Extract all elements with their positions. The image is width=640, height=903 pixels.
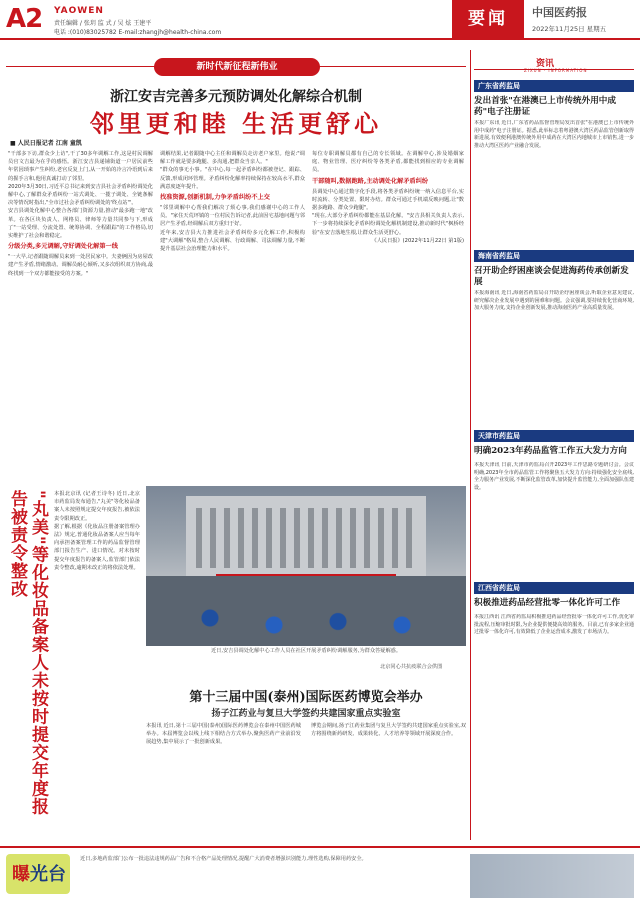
expo-kicker: 扬子江药业与复旦大学签约共建国家重点实验室 [211,709,401,719]
brief-body: 本报天津讯 日前,天津市药监局召开2023年工作思路专题研讨会。会议明确,2023年全市药品监管工作将聚焦五大发力方向:持续强化安全底线,全力服务产业发展,不断深化监管改革,加快提升监管能力,全面加强队伍建设。 [474,462,634,491]
page-number: A2 [6,4,43,34]
column-2 [160,150,305,480]
paragraph: 本报讯 近日,第十三届中国(泰州)国际医药博览会在泰州中国医药城举办。本届博览会以线上线下相结合方式举办,聚焦医药产业前沿发展趋势,集中展示了一批创新成果。 [146,723,301,746]
brief-body: 本报江西讯 江西省药监局积极推进药品经营批零一体化许可工作,优化审批流程,压缩审批时限,为企业提供便捷高效的服务。目前,已有多家企业通过批零一体化许可,有效降低了企业运营成本,激发了市场活力。 [474,614,634,636]
right-section-en: ZIXUN · INFORMATION [524,68,588,73]
expo-headline: 第十三届中国(泰州)国际医药博览会举办 [189,690,423,705]
section-tag: 要闻 [452,0,524,38]
region-tag: 天津市药监局 [474,430,634,442]
paragraph: 每位专职调解员都有自己的专长领域。在调解中心,涉及婚姻家庭、物业管理、医疗纠纷等各类矛盾,都能找到相应的专业调解员。 [312,151,464,174]
paragraph: 2020年3月30日,习近平总书记来到安吉县社会矛盾纠纷调处化解中心,了解群众矛盾纠纷一站式调处、一揽子调处、全链条解决等情况时指出,"全市过社会矛盾纠纷调处的'终点站'"。 [8,183,153,207]
subheading: 找准资源,创新机制,力争矛盾纠纷不上交 [160,194,270,202]
column-3 [312,150,464,480]
brand-logo: 中国医药报 [532,6,587,19]
column-expo-1 [146,722,301,840]
hotline: 电话 :(010)83025782 E-mail:zhangjh@health-china.com [54,29,222,36]
photo-credit: 北京同心共抗疫联合会供图 [380,664,443,670]
paragraph: 县调处中心通过数字化手段,将各类矛盾纠纷统一纳入信息平台,实时流转、分类处置、限时办结。群众可通过手机端反映问题,让"数据多跑路、群众少跑腿"。 [312,188,464,212]
column-divider [470,50,471,840]
paragraph: "邻里调解中心帮我们解决了烦心事,我们感谢中心的工作人员。"家住天荒坪镇的一位村民告诉记者,此前因宅基地问题与邻居产生矛盾,经调解后双方重归于好。 [160,205,305,228]
editor-line: 责任编辑 / 张玥 监 式 / 吴 炫 王建平 [54,20,152,27]
photo-caption: 近日,安吉县调处化解中心工作人员在社区开展矛盾纠纷调解服务,为群众答疑解惑。 [210,648,402,654]
right-section-label: 资讯 [536,59,555,69]
column-1 [8,150,153,480]
paragraph: 调解结果,记者跟随中心主任和调解员走访老户家里。他说:"调解工作就是要多跑腿、多沟通,把群众当亲人。" [160,151,305,166]
paragraph: 近年来,安吉县大力推进社会矛盾纠纷多元化解工作,积极构建"大调解"格局,整合人民调解、行政调解、司法调解力量,不断提升基层社会治理能力和水平。 [160,229,305,253]
strip-title-a: 曝 [12,864,30,885]
article-headline: 邻里更和睦 生活更舒心 [89,109,383,138]
page-sub: YAOWEN [54,6,104,16]
paragraph: "一大早,记者跟随调解员来到一处居民家中。夫妻俩因为房屋改建产生矛盾,情绪激动。调解员耐心倾听,又多次组织双方协商,最终找到一个双方都能接受的方案。" [8,254,153,277]
paragraph: 据了解,根据《化妆品注册备案管理办法》规定,普通化妆品备案人应当每年向承担备案管理工作的药品监督管理部门报告生产、进口情况。对未按时提交年度报告的备案人,监管部门依法责令整改,逾期未改正的将依法处理。 [54,523,140,571]
photo-building [186,496,426,586]
brief-title: 积极推进药品经营批零一体化许可工作 [474,598,621,608]
brief-body: 本报广东讯 近日,广东省药品监督管理局发出首张"在港澳已上市传统外用中成药"电子注册证。据悉,此举标志着粤港澳大湾区药品监管创新取得新进展,有效便利港澳传统外用中成药在大湾区内地城市上市销售,进一步推动大湾区医药产业融合发展。 [474,120,634,149]
paragraph: "现在,大部分矛盾纠纷都能在基层化解。"安吉县相关负责人表示,下一步将持续深化矛盾纠纷调处化解机制建设,推动新时代"枫桥经验"在安吉落地生根,让群众生活更舒心。 [312,213,464,236]
brief-body: 本报海南讯 近日,海南省药监局召开助企纾困座谈会,听取企业意见建议,研究解决企业发展中遇到的困难和问题。会议强调,要持续优化营商环境,加大服务力度,支持企业创新发展,推动海南医药产业高质量发展。 [474,290,634,312]
strip-title [12,860,66,886]
brief-title: 发出首张"在港澳已上市传统外用中成药"电子注册证 [474,96,616,117]
paragraph: "干部多下访,群众少上访",干了30多年调解工作,这是村民调解员官文吉最为在乎的感悟。浙江安吉县递铺街道一户居民前些年常因琐事产生纠纷,老官反复上门,从一开始的冷言冷语到后来的握手言和,他用真诚打动了邻里。 [8,151,153,182]
masthead [0,0,640,40]
subheading: 干部随叫,数据跑路,主动调处化解矛盾纠纷 [312,177,429,185]
strip-caption: 近日,多地药监部门公布一批违法违规药品广告和不合格产品处理情况,提醒广大消费者增强识别能力,理性选购,保障用药安全。 [80,856,367,862]
vertical-headline-box [6,490,48,832]
paragraph: 安吉县调处化解中心整合各部门资源力量,推动"最多跑一地"改革。在各区块负责人、网格员、律师等力量共同参与下,形成了"一站受理、分流处置、统筹协调、全程跟踪"的工作格局,切实维护了社会和谐稳定。 [8,208,153,240]
bottom-strip [0,846,640,903]
region-tag: 广东省药监局 [474,80,634,92]
column-expo-2 [311,722,466,840]
column-left-story [54,490,140,835]
paragraph: "群众的事无小事。"在中心,每一起矛盾纠纷都被登记、跟踪、反馈,形成闭环管理。矛盾纠纷化解率持续保持在较高水平,群众满意度逐年提升。 [160,167,305,190]
photo-crowd [146,576,466,646]
paragraph: 本报北京讯 (记者王诗冬) 近日,北京市药监局发布通告,"丸美"等化妆品备案人未按照规定提交年度报告,被依法责令限期改正。 [54,491,140,522]
subheading: 分级分类,多元调解,守好调处化解第一线 [8,243,118,251]
issue-date: 2022年11月25日 星期五 [532,25,607,33]
right-section-head [474,56,634,73]
region-tag: 海南省药监局 [474,250,634,262]
article-kicker: 浙江安吉完善多元预防调处化解综合机制 [110,89,362,105]
brief-title: 召开助企纾困座谈会促进海药传承创新发展 [474,266,629,287]
strip-photo [470,854,634,898]
section-band: 新时代新征程新伟业 [154,58,320,76]
brief-title: 明确2023年药品监管工作五大发力方向 [474,446,627,456]
paragraph: 博览会期间,扬子江药业集团与复旦大学签约共建国家重点实验室,双方将围绕新药研发、成果转化、人才培养等领域开展深度合作。 [311,723,466,738]
strip-title-b: 光台 [30,864,66,885]
news-photo [146,486,466,646]
article-source: 《人民日报》(2022年11月22日 第1版) [371,237,464,244]
vertical-headline: "丸美"等化妆品备案人未按时提交年度报告被责令整改 [7,490,48,816]
byline: ■ 人民日报记者 江南 童凯 [10,140,82,147]
region-tag: 江西省药监局 [474,582,634,594]
